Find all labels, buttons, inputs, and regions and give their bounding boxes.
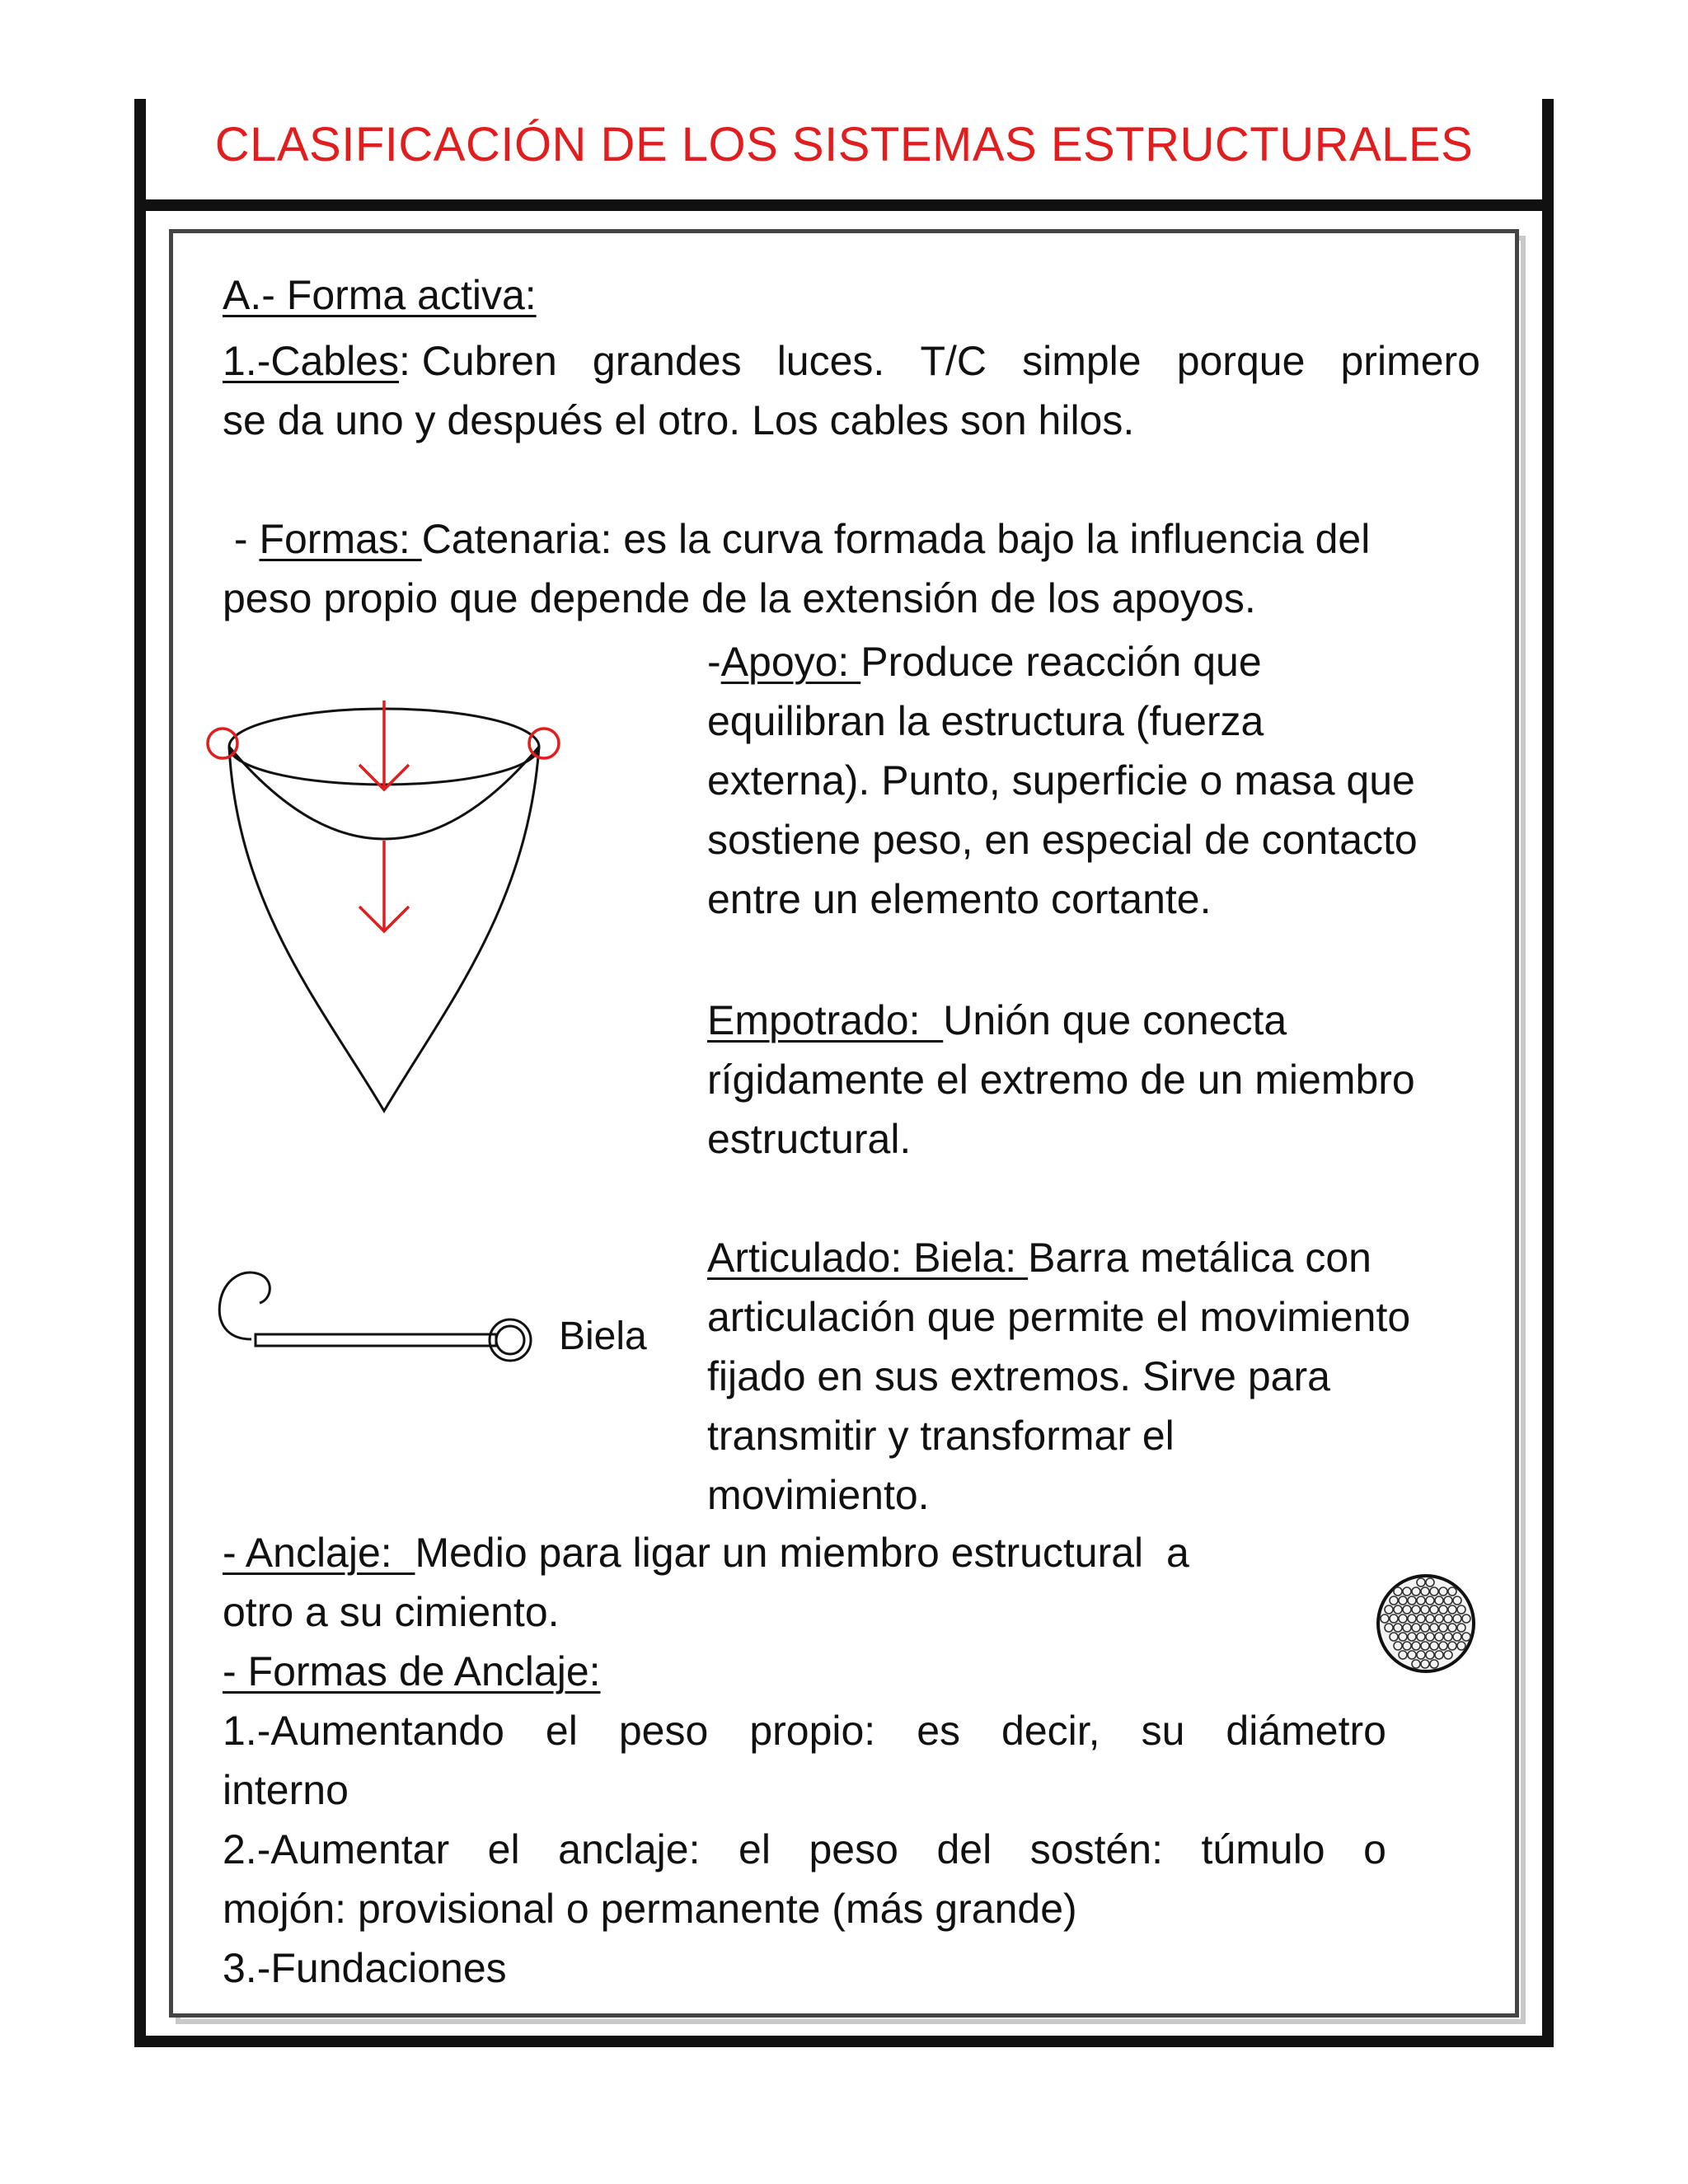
formas-label: Formas: xyxy=(259,516,422,562)
cables-label: 1.-Cables xyxy=(223,338,399,384)
cables-line-1 xyxy=(223,331,1480,391)
anclaje-item-1 xyxy=(223,1701,1386,1760)
apoyo-line: sostiene peso, en especial de contacto xyxy=(707,817,1418,863)
biela-eye-inner xyxy=(496,1326,524,1354)
item-word: el xyxy=(545,1708,578,1754)
right-support-circle xyxy=(529,729,559,758)
biela-caption: Biela xyxy=(559,1315,647,1358)
apoyo-label: Apoyo: xyxy=(720,639,861,685)
apoyo-line: entre un elemento cortante. xyxy=(707,876,1212,922)
item-word: el xyxy=(738,1826,771,1872)
item-word: propio: xyxy=(749,1708,876,1754)
formas-text: Catenaria: es la curva formada bajo la influencia del xyxy=(421,516,1371,562)
articulado-label: Articulado: Biela: xyxy=(707,1235,1029,1281)
frame-left-post xyxy=(134,99,146,202)
empotrado-line: rígidamente el extremo de un miembro xyxy=(707,1057,1415,1103)
articulado-line: fijado en sus extremos. Sirve para xyxy=(707,1353,1330,1399)
apoyo-text: Produce reacción que xyxy=(860,639,1262,685)
item-word: diámetro xyxy=(1226,1708,1386,1754)
item-word: anclaje: xyxy=(558,1826,701,1872)
cables-word: porque xyxy=(1176,338,1306,384)
articulado-line: movimiento. xyxy=(707,1472,930,1518)
item-word: peso xyxy=(809,1826,898,1872)
empotrado-line: estructural. xyxy=(707,1116,912,1162)
formas-prefix: - xyxy=(223,516,260,562)
articulado-line-1 xyxy=(707,1228,1372,1287)
cables-word: primero xyxy=(1340,338,1480,384)
empotrado-text: Unión que conecta xyxy=(943,997,1287,1043)
anclaje-item-1-cont: interno xyxy=(223,1767,349,1813)
left-support-circle xyxy=(208,729,237,758)
empotrado-line-1 xyxy=(707,991,1287,1050)
anclaje-text: Medio para ligar un miembro estructural a xyxy=(415,1530,1189,1576)
item-word: del xyxy=(936,1826,992,1872)
anclaje-line-2: otro a su cimiento. xyxy=(223,1589,560,1635)
item-word: sostén: xyxy=(1029,1826,1163,1872)
cables-line-2: se da uno y después el otro. Los cables son hilos. xyxy=(223,397,1135,443)
section-heading: A.- Forma activa: xyxy=(223,272,537,318)
item-word: peso xyxy=(618,1708,709,1754)
page-title: CLASIFICACIÓN DE LOS SISTEMAS ESTRUCTURALES xyxy=(214,118,1474,171)
cables-word: : Cubren xyxy=(399,338,557,384)
hook-end xyxy=(219,1272,270,1339)
anclaje-line-1 xyxy=(223,1523,1189,1582)
item-word: 2.-Aumentar xyxy=(223,1826,450,1872)
item-word: 1.-Aumentando xyxy=(223,1708,504,1754)
cable-cross-section xyxy=(1375,1572,1477,1675)
anclaje-item-3: 3.-Fundaciones xyxy=(223,1945,507,1991)
formas-line-1 xyxy=(223,509,1370,569)
cables-word: T/C xyxy=(920,338,987,384)
frame-right-post xyxy=(1542,99,1554,202)
catenary-diagram xyxy=(198,692,577,1121)
item-word: el xyxy=(487,1826,520,1872)
item-word: o xyxy=(1363,1826,1386,1872)
empotrado-label: Empotrado: xyxy=(707,997,944,1043)
anclaje-item-2 xyxy=(223,1820,1386,1879)
anclaje-label: - Anclaje: xyxy=(223,1530,415,1576)
item-word: decir, xyxy=(1001,1708,1100,1754)
cables-word: simple xyxy=(1022,338,1142,384)
apoyo-line-1 xyxy=(707,632,1262,691)
apoyo-line: equilibran la estructura (fuerza xyxy=(707,698,1264,744)
articulado-line: articulación que permite el movimiento xyxy=(707,1294,1411,1340)
formas-line-2: peso propio que depende de la extensión de los apoyos. xyxy=(223,575,1256,621)
apoyo-prefix: - xyxy=(707,639,721,685)
biela-bar xyxy=(256,1334,496,1346)
articulado-text: Barra metálica con xyxy=(1028,1235,1372,1281)
articulado-line: transmitir y transformar el xyxy=(707,1413,1175,1459)
anclaje-item-2-cont: mojón: provisional o permanente (más grande) xyxy=(223,1886,1077,1932)
item-word: es xyxy=(917,1708,961,1754)
biela-diagram xyxy=(210,1257,540,1380)
formas-anclaje-heading: - Formas de Anclaje: xyxy=(223,1648,601,1694)
item-word: su xyxy=(1141,1708,1185,1754)
item-word: túmulo xyxy=(1201,1826,1325,1872)
cables-word: luces. xyxy=(776,338,885,384)
cables-word: grandes xyxy=(592,338,742,384)
apoyo-line: externa). Punto, superficie o masa que xyxy=(707,757,1415,804)
